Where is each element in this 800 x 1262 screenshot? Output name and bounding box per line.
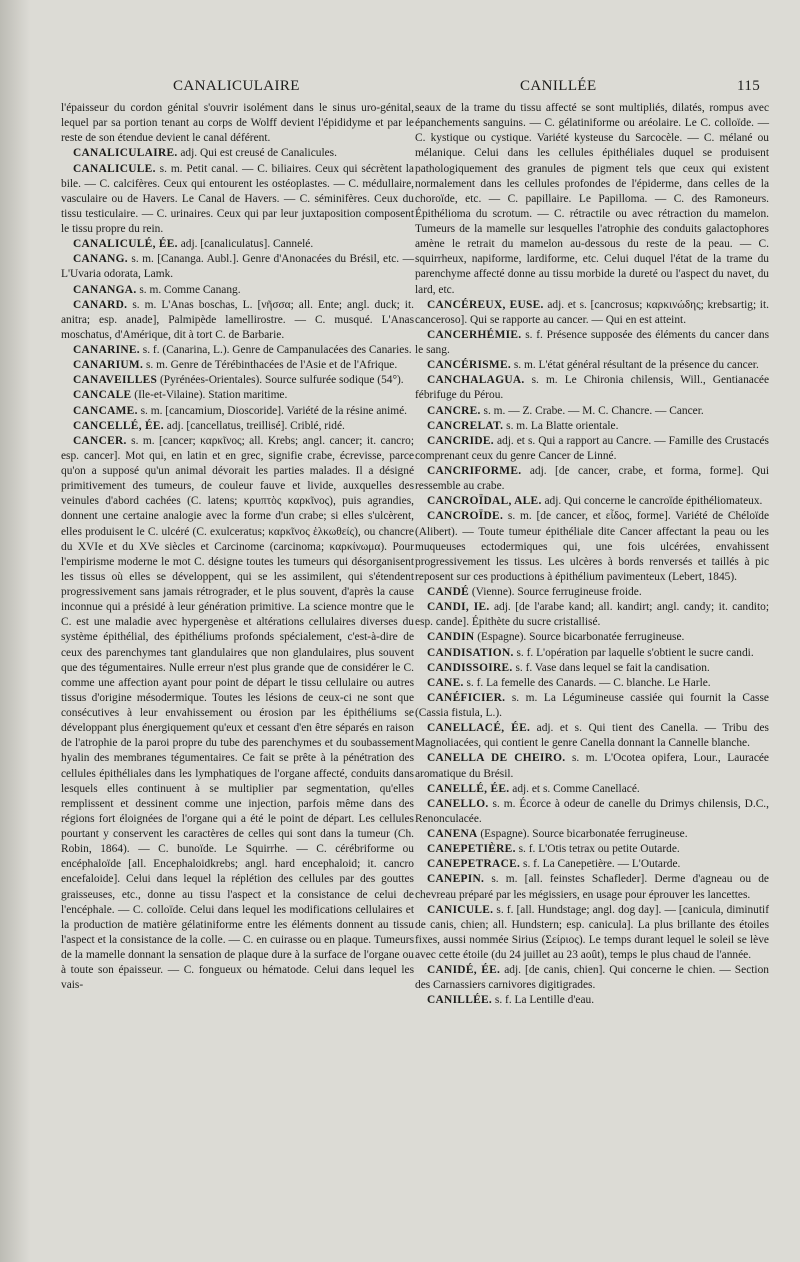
dictionary-entry xyxy=(415,404,769,419)
entry-definition: s. m. L'Ocotea opifera, Lour., Lauracée aromatique du Brésil. xyxy=(415,752,769,780)
entry-definition: s. f. Présence supposée des éléments du cancer dans le sang. xyxy=(415,328,769,356)
entry-definition: adj. Qui concerne le cancroïde épithéliomateux. xyxy=(544,495,763,508)
entry-headword: CANCELLÉ, ÉE. xyxy=(73,419,164,432)
running-head-right: CANILLÉE xyxy=(520,78,597,94)
entry-definition: adj. et s. Qui tient des Canella. — Tribu des Magnoliacées, qui contient le genre Canella donnant la Cannelle blanche. xyxy=(415,722,769,750)
entry-definition: s. m. Écorce à odeur de canelle du Drimys chilensis, D.C., Renonculacée. xyxy=(415,797,769,825)
dictionary-entry xyxy=(61,343,414,358)
page-number: 115 xyxy=(737,78,761,94)
dictionary-entry xyxy=(415,797,769,827)
dictionary-entry xyxy=(415,691,769,721)
entry-definition: s. f. (Canarina, L.). Genre de Campanulacées des Canaries. xyxy=(142,344,412,356)
entry-definition: s. f. La Lentille d'eau. xyxy=(494,994,595,1007)
dictionary-entry xyxy=(61,252,414,282)
entry-headword: CANCAME. xyxy=(73,404,138,417)
dictionary-entry xyxy=(61,404,414,419)
dictionary-entry xyxy=(415,298,769,328)
entry-definition: (Espagne). Source bicarbonatée ferrugineuse. xyxy=(480,828,688,840)
entry-definition: adj. [de canis, chien]. Qui concerne le chien. — Section des Carnassiers carnivores digitigrades. xyxy=(415,964,769,992)
dictionary-entry xyxy=(415,751,769,781)
entry-headword: CANICULE. xyxy=(427,903,494,916)
entry-headword: CANANG. xyxy=(73,253,128,266)
entry-headword: CANCÉRISME. xyxy=(427,359,511,372)
right-column xyxy=(415,101,769,1009)
entry-headword: CANIDÉ, ÉE. xyxy=(427,964,501,977)
entry-definition: s. f. La femelle des Canards. — C. blanche. Le Harle. xyxy=(466,676,711,689)
dictionary-entry xyxy=(415,782,769,797)
entry-headword: CANÉFICIER. xyxy=(427,691,506,704)
entry-definition: s. m. La Blatte orientale. xyxy=(506,419,619,432)
entry-headword: CANCRELAT. xyxy=(427,419,504,432)
dictionary-entry xyxy=(61,283,414,298)
entry-headword: CANENA xyxy=(427,828,478,840)
entry-definition: s. m. [cancer; καρκῖνος; all. Krebs; angl. cancer; it. cancro; esp. cancer]. Mot qui, en latin et en grec, signifie crabe, écrevisse, parce qu'on a supposé qu'un animal dévorait les parties malades. Il a désigné primitivement des tumeurs, de couleur fauve et livide, auxquelles des veinules d'abord cachées (C. latens; κρυπτὸς καρκῖνος), puis agrandies, donnent une certaine analogie avec la forme d'un crabe; si elles s'ulcèrent, elles produisent le C. ulcéré (C. exulceratus; καρκῖνος ἑλκωθείς), ou chancre du XVIe et du XVe siècles et Carcinome (carcinoma; καρκίνωμα). Pour l'empirisme moderne le mot C. désigne toutes les tumeurs qui désorganisent les tissus où elles se développent, qui se les assimilent, qui s'étendent progressivement sans jamais rétrograder, et le plus souvent, d'après la cause inconnue qui a présidé à leur génération primitive. La science montre que le C. est une maladie avec hypergenèse et altérations cellulaires diverses du système épithélial, des épithéliums profonds spécialement, c'est-à-dire de ceux des parenchymes tant glandulaires que non glandulaires, plus souvent que des tégumentaires. Nulle erreur n'est plus grande que de considérer le C. comme une affection ayant pour point de départ le tissu cellulaire ou autres tissus d'origine mésodermique. Toutes les lésions de ceux-ci ne sont que consécutives à leur envahissement ou érosion par les épithéliums se développant plus énergiquement qu'eux et cessant d'en être séparés en raison de l'atrophie de la paroi propre du tube des parenchymes et du soubassement hyalin des membranes tégumentaires. Ce fait se prête à la pénétration des cellules épithéliales dans les lymphatiques de l'organe affecté, conduits dans lesquels elles continuent à se multiplier par segmentation, qu'elles remplissent et dessinent comme une injection, parfois même dans des régions fort éloignées de l'organe qui a été le point de départ. Les cellules pourtant y conservent les caractères de celles qui sont dans la tumeur (Ch. Robin, 1864). — C. bunoïde. Le Squirrhe. — C. cérébriforme ou encéphaloïde [all. Encephaloidkrebs; angl. hard encephaloid; it. cancro encefaloide]. Celui dans lequel la réplétion des cellules par des gouttes graisseuses, etc., donne au tissu l'aspect et la consistance de celui de l'encéphale. — C. colloïde. Celui dans lequel les modifications cellulaires et la production de matière gélatiniforme entre les éléments donnent au tissu l'aspect et la consistance de la colle. — C. en cuirasse ou en plaque. Tumeurs de la mamelle donnant la sensation de plaque dure à la surface de l'organe ou à toute son épaisseur. — C. fongueux ou hématode. Celui dans lequel les vais- xyxy=(61,434,415,992)
entry-definition: s. f. Vase dans lequel se fait la candisation. xyxy=(515,661,710,674)
entry-definition: s. m. L'état général résultant de la présence du cancer. xyxy=(513,359,759,372)
entry-definition: adj. et s. Qui a rapport au Cancre. — Famille des Crustacés comprenant ceux du genre Cancer de Linné. xyxy=(415,434,769,462)
dictionary-entry xyxy=(61,237,414,252)
entry-definition: s. m. [Cananga. Aubl.]. Genre d'Anonacées du Brésil, etc. — L'Uvaria odorata, Lamk. xyxy=(61,253,414,281)
entry-headword: CANARD. xyxy=(73,298,128,311)
dictionary-entry xyxy=(61,434,414,994)
entry-headword: CANCALE xyxy=(73,389,132,402)
entry-definition: adj. [de cancer, crabe, et forma, forme]. Qui ressemble au crabe. xyxy=(415,465,769,493)
entry-definition: s. m. Petit canal. — C. biliaires. Ceux qui sécrètent la bile. — C. calcifères. Ceux qui entourent les ostéoplastes. — C. médullaire, vasculaire ou de Havers. Le Canal de Havers. — C. séminifères. Ceux du tissu testiculaire. — C. urinaires. Ceux qui par leur juxtaposition composent le tissu propre du rein. xyxy=(61,162,414,235)
entry-headword: CANCER. xyxy=(73,434,127,447)
entry-headword: CANCROÏDE. xyxy=(427,510,504,523)
dictionary-entry xyxy=(415,630,769,645)
entry-headword: CANCHALAGUA. xyxy=(427,374,525,387)
dictionary-entry xyxy=(415,328,769,358)
entry-definition: s. m. La Légumineuse cassiée qui fournit la Casse (Cassia fistula, L.). xyxy=(415,691,769,719)
entry-headword: CANANGA. xyxy=(73,283,137,296)
entry-definition: s. m. Genre de Térébinthacées de l'Asie et de l'Afrique. xyxy=(145,359,398,372)
entry-headword: CANCRE. xyxy=(427,404,481,417)
entry-headword: CANILLÉE. xyxy=(427,994,493,1007)
entry-definition: s. m. Comme Canang. xyxy=(139,283,241,296)
dictionary-entry xyxy=(415,676,769,691)
dictionary-entry xyxy=(415,494,769,509)
entry-headword: CANCRIDE. xyxy=(427,434,494,447)
dictionary-entry xyxy=(61,358,414,373)
dictionary-entry xyxy=(61,146,414,161)
entry-headword: CANALICULÉ, ÉE. xyxy=(73,238,178,251)
dictionary-entry xyxy=(415,464,769,494)
entry-definition: s. m. [de cancer, et εἶδος, forme]. Variété de Chéloïde (Alibert). — Toute tumeur épithéliale dite Cancer affectant la peau ou les muqueuses ectodermiques qui, une fois ulcérées, envahissent progressivement les tissus. Les ulcères à bords renversés et taillés à pic reposent sur ces productions à épithélium pavimenteux (Lebert, 1845). xyxy=(415,510,769,583)
entry-definition: s. f. L'Otis tetrax ou petite Outarde. xyxy=(518,843,680,856)
dictionary-entry xyxy=(415,373,769,403)
entry-headword: CANDI, IE. xyxy=(427,601,490,614)
dictionary-entry xyxy=(61,373,414,388)
entry-headword: CANCERHÉMIE. xyxy=(427,328,522,341)
entry-headword: CANALICULAIRE. xyxy=(73,147,178,160)
dictionary-entry xyxy=(61,162,414,238)
entry-definition: seaux de la trame du tissu affecté se sont multipliés, dilatés, rompus avec épanchements sanguins. — C. gélatiniforme ou aréolaire. Le C. colloïde. — C. kystique ou cystique. Variété kysteuse du Sarcocèle. — C. mélané ou mélanique. Celui dans les cellules épithéliales duquel se produisent pathologiquement des granules de pigment tels que ceux qui existent normalement dans les cellules profondes de l'épiderme, dans celles de la choroïde, etc. — C. papillaire. Le Papilloma. — C. des Ramoneurs. Épithélioma du scrotum. — C. rétractile ou avec rétraction du mamelon. Tumeurs de la mamelle sur lesquelles l'atrophie des conduits galactophores amène le retrait du mamelon au-dessous du reste de la peau. — C. squirrheux, napiforme, lardiforme, etc. Celui duquel l'état de la trame du parenchyme affecté donne au tissu morbide la dureté ou l'aspect du navet, du lard, etc. xyxy=(415,102,769,296)
entry-headword: CANCRIFORME. xyxy=(427,465,522,477)
entry-definition: s. m. [all. feinstes Schafleder]. Derme d'agneau ou de chevreau préparé par les mégissiers, en usage pour éprouver les lancettes. xyxy=(415,873,769,901)
dictionary-entry xyxy=(415,872,769,902)
entry-headword: CANELLÉ, ÉE. xyxy=(427,782,510,795)
dictionary-entry xyxy=(415,646,769,661)
dictionary-entry xyxy=(415,963,769,993)
entry-definition: s. f. La Canepetière. — L'Outarde. xyxy=(523,858,681,871)
dictionary-entry xyxy=(61,101,414,146)
dictionary-entry xyxy=(415,721,769,751)
dictionary-entry xyxy=(415,661,769,676)
entry-definition: (Vienne). Source ferrugineuse froide. xyxy=(471,586,642,598)
entry-headword: CANEPETRACE. xyxy=(427,858,521,871)
dictionary-entry xyxy=(415,600,769,630)
entry-definition: (Espagne). Source bicarbonatée ferrugineuse. xyxy=(477,631,685,644)
entry-headword: CANDÉ xyxy=(427,586,470,598)
entry-definition: adj. et s. Comme Canellacé. xyxy=(512,782,640,795)
entry-definition: (Pyrénées-Orientales). Source sulfurée sodique (54°). xyxy=(159,374,404,387)
entry-headword: CANARINE. xyxy=(73,344,140,356)
entry-definition: l'épaisseur du cordon génital s'ouvrir isolément dans le sinus uro-génital, lequel par sa portion tenant au corps de Wolff devient l'épididyme et par le reste de son étendue devient le canal déférent. xyxy=(61,102,414,145)
entry-definition: adj. [canaliculatus]. Cannelé. xyxy=(180,238,314,251)
entry-headword: CANELLA DE CHEIRO. xyxy=(427,752,566,765)
dictionary-entry xyxy=(415,419,769,434)
dictionary-entry xyxy=(61,419,414,434)
entry-headword: CANE. xyxy=(427,676,464,689)
entry-definition: adj. Qui est creusé de Canalicules. xyxy=(180,147,337,160)
entry-headword: CANEPIN. xyxy=(427,873,485,886)
running-head-left: CANALICULAIRE xyxy=(173,78,300,94)
dictionary-entry xyxy=(61,388,414,403)
entry-definition: adj. [de l'arabe kand; all. kandirt; angl. candy; it. candito; esp. cande]. Épithète du sucre cristallisé. xyxy=(415,601,769,629)
dictionary-entry xyxy=(415,434,769,464)
entry-headword: CANCROÏDAL, ALE. xyxy=(427,495,542,508)
dictionary-entry xyxy=(415,358,769,373)
entry-definition: s. f. L'opération par laquelle s'obtient le sucre candi. xyxy=(516,646,754,659)
dictionary-entry xyxy=(415,903,769,964)
entry-definition: s. m. [cancamium, Dioscoride]. Variété de la résine animé. xyxy=(140,404,408,417)
entry-headword: CANDIN xyxy=(427,631,475,644)
dictionary-entry xyxy=(415,101,769,298)
entry-headword: CANEPETIÈRE. xyxy=(427,843,516,856)
dictionary-entry xyxy=(415,857,769,872)
entry-definition: s. m. — Z. Crabe. — M. C. Chancre. — Cancer. xyxy=(483,404,704,417)
dictionary-entry xyxy=(415,585,769,600)
left-column xyxy=(61,101,414,993)
entry-definition: s. m. L'Anas boschas, L. [νῆσσα; all. Ente; angl. duck; it. anitra; esp. anade], Palmipède lamellirostre. — C. musqué. L'Anas moschatus, d'Amérique, dit à tort C. de Barbarie. xyxy=(61,298,414,341)
entry-headword: CANALICULE. xyxy=(73,162,156,175)
entry-definition: s. f. [all. Hundstage; angl. dog day]. — [canicula, diminutif de canis, chien; all. Hundstern; esp. canicula]. La plus brillante des étoiles fixes, aussi nommée Sirius (Σείριος). Le temps durant lequel le soleil se lève avec cette étoile (du 24 juillet au 23 août), temps le plus chaud de l'année. xyxy=(415,903,769,961)
entry-headword: CANARIUM. xyxy=(73,359,144,372)
entry-definition: s. m. Le Chironia chilensis, Will., Gentianacée fébrifuge du Pérou. xyxy=(415,374,769,402)
dictionary-entry xyxy=(415,993,769,1008)
entry-definition: (Ile-et-Vilaine). Station maritime. xyxy=(134,389,288,402)
dictionary-entry xyxy=(61,298,414,343)
entry-headword: CANELLO. xyxy=(427,797,489,810)
entry-headword: CANAVEILLES xyxy=(73,374,158,387)
entry-headword: CANCÉREUX, EUSE. xyxy=(427,298,544,311)
entry-definition: adj. [cancellatus, treillisé]. Criblé, ridé. xyxy=(166,419,345,432)
dictionary-entry xyxy=(415,827,769,842)
entry-headword: CANDISATION. xyxy=(427,646,514,659)
entry-headword: CANELLACÉ, ÉE. xyxy=(427,722,531,735)
entry-headword: CANDISSOIRE. xyxy=(427,661,513,674)
dictionary-entry xyxy=(415,842,769,857)
dictionary-entry xyxy=(415,509,769,585)
entry-definition: adj. et s. [cancrosus; καρκινώδης; krebsartig; it. canceroso]. Qui se rapporte au cancer. — Qui en est atteint. xyxy=(415,298,769,326)
